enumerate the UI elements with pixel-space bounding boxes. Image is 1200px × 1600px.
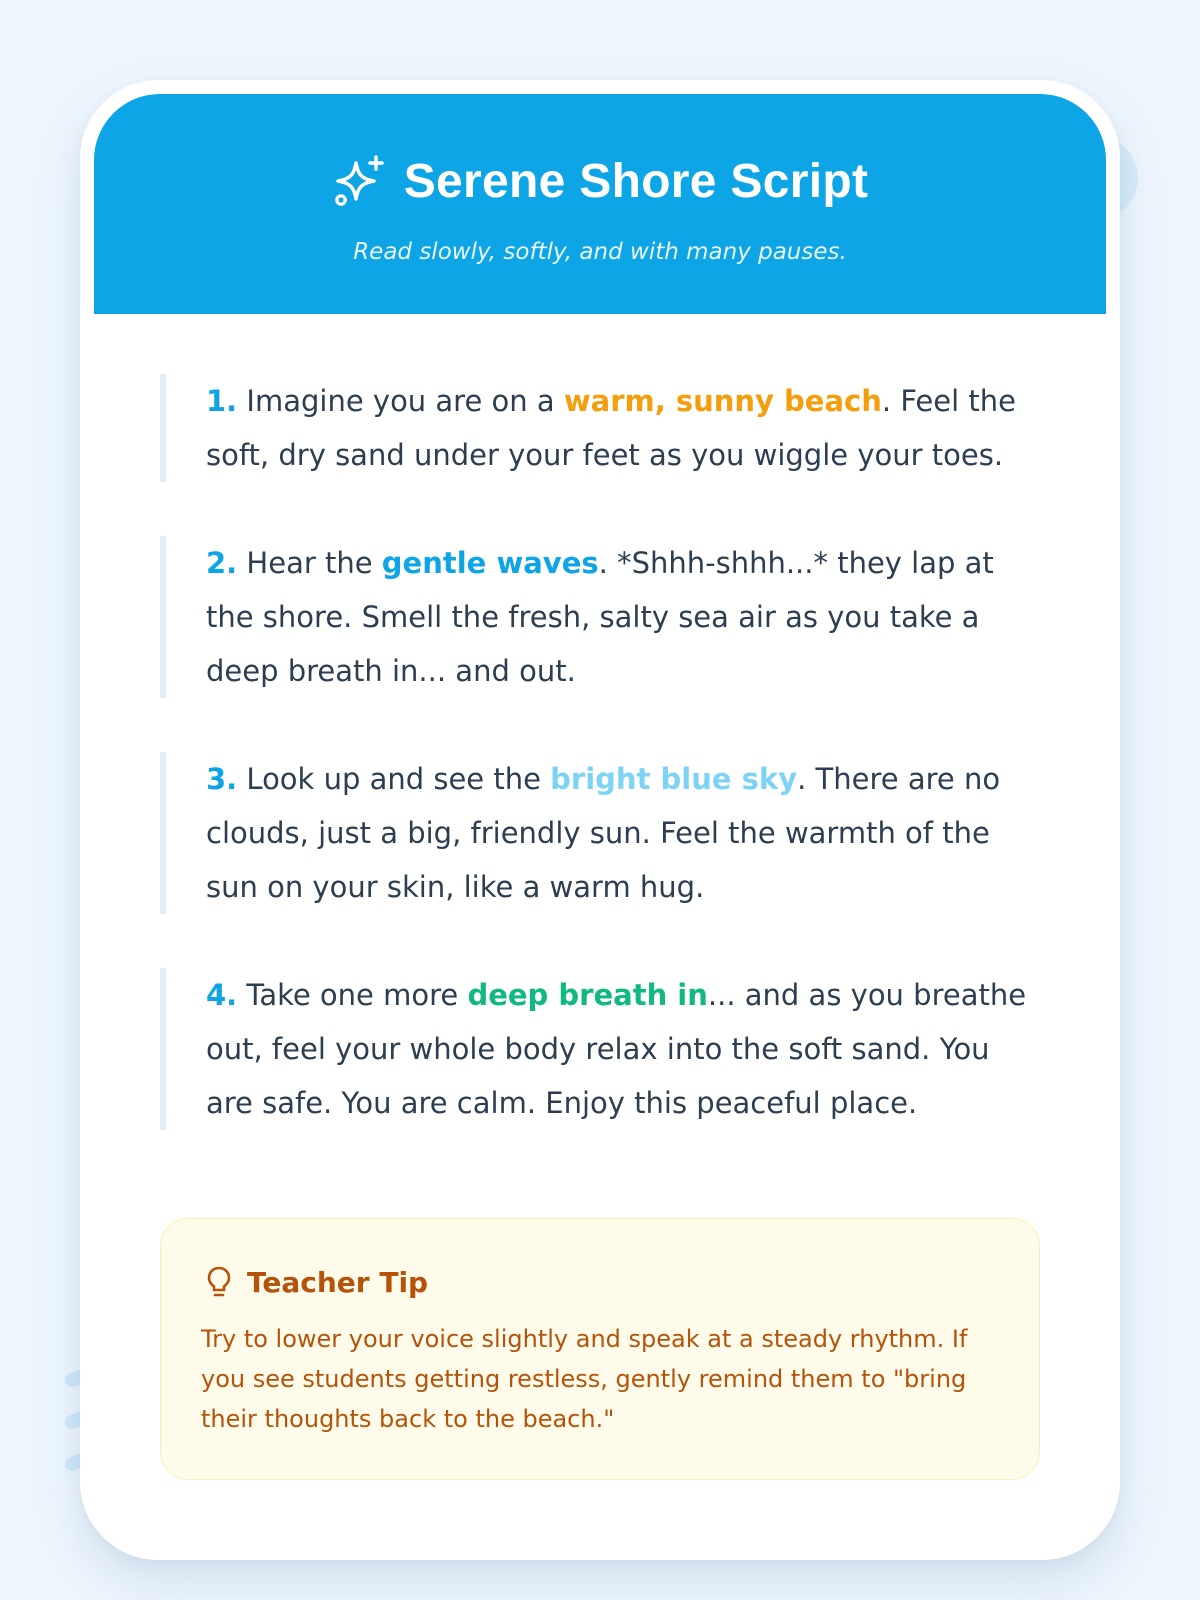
step-highlight: bright blue sky [550,762,798,796]
card-header [94,94,1106,314]
step-number: 1. [206,384,238,418]
script-card [80,80,1120,1560]
step-number: 4. [206,978,238,1012]
tip-heading [205,1265,428,1299]
step-text-before: Look up and see the [246,762,551,796]
script-step-2 [160,536,1040,698]
step-text-before: Hear the [246,546,382,580]
script-step-3 [160,752,1040,914]
tip-title: Teacher Tip [247,1265,429,1299]
page-title: Serene Shore Script [403,155,869,208]
step-highlight: warm, sunny beach [563,384,882,418]
step-text-before: Imagine you are on a [246,384,564,418]
step-text-after: . Feel the soft, dry sand under your feet as you wiggle your toes. [206,384,1016,472]
step-text-before: Take one more [246,978,468,1012]
step-text-after: . There are no clouds, just a big, friendly sun. Feel the warmth of the sun on your skin, like a warm hug. [206,762,1001,904]
step-highlight: deep breath in [467,978,708,1012]
sparkles-icon [332,155,386,209]
title-row [94,154,1106,209]
step-text-after: ... and as you breathe out, feel your whole body relax into the soft sand. You are safe. You are calm. Enjoy this peaceful place. [206,978,1027,1120]
step-highlight: gentle waves [381,546,599,580]
step-number: 2. [206,546,238,580]
teacher-tip-box [160,1218,1040,1480]
step-number: 3. [206,762,238,796]
tip-text: Try to lower your voice slightly and speak at a steady rhythm. If you see students getting restless, gently remind them to "bring their thoughts back to the beach." [201,1325,968,1433]
script-step-4 [160,968,1040,1130]
script-step-1 [160,374,1040,482]
step-text-after: . *Shhh-shhh...* they lap at the shore. Smell the fresh, salty sea air as you take a deep breath in... and out. [206,546,994,688]
page-subtitle: Read slowly, softly, and with many pauses. [353,239,847,265]
lightbulb-icon [205,1265,233,1299]
